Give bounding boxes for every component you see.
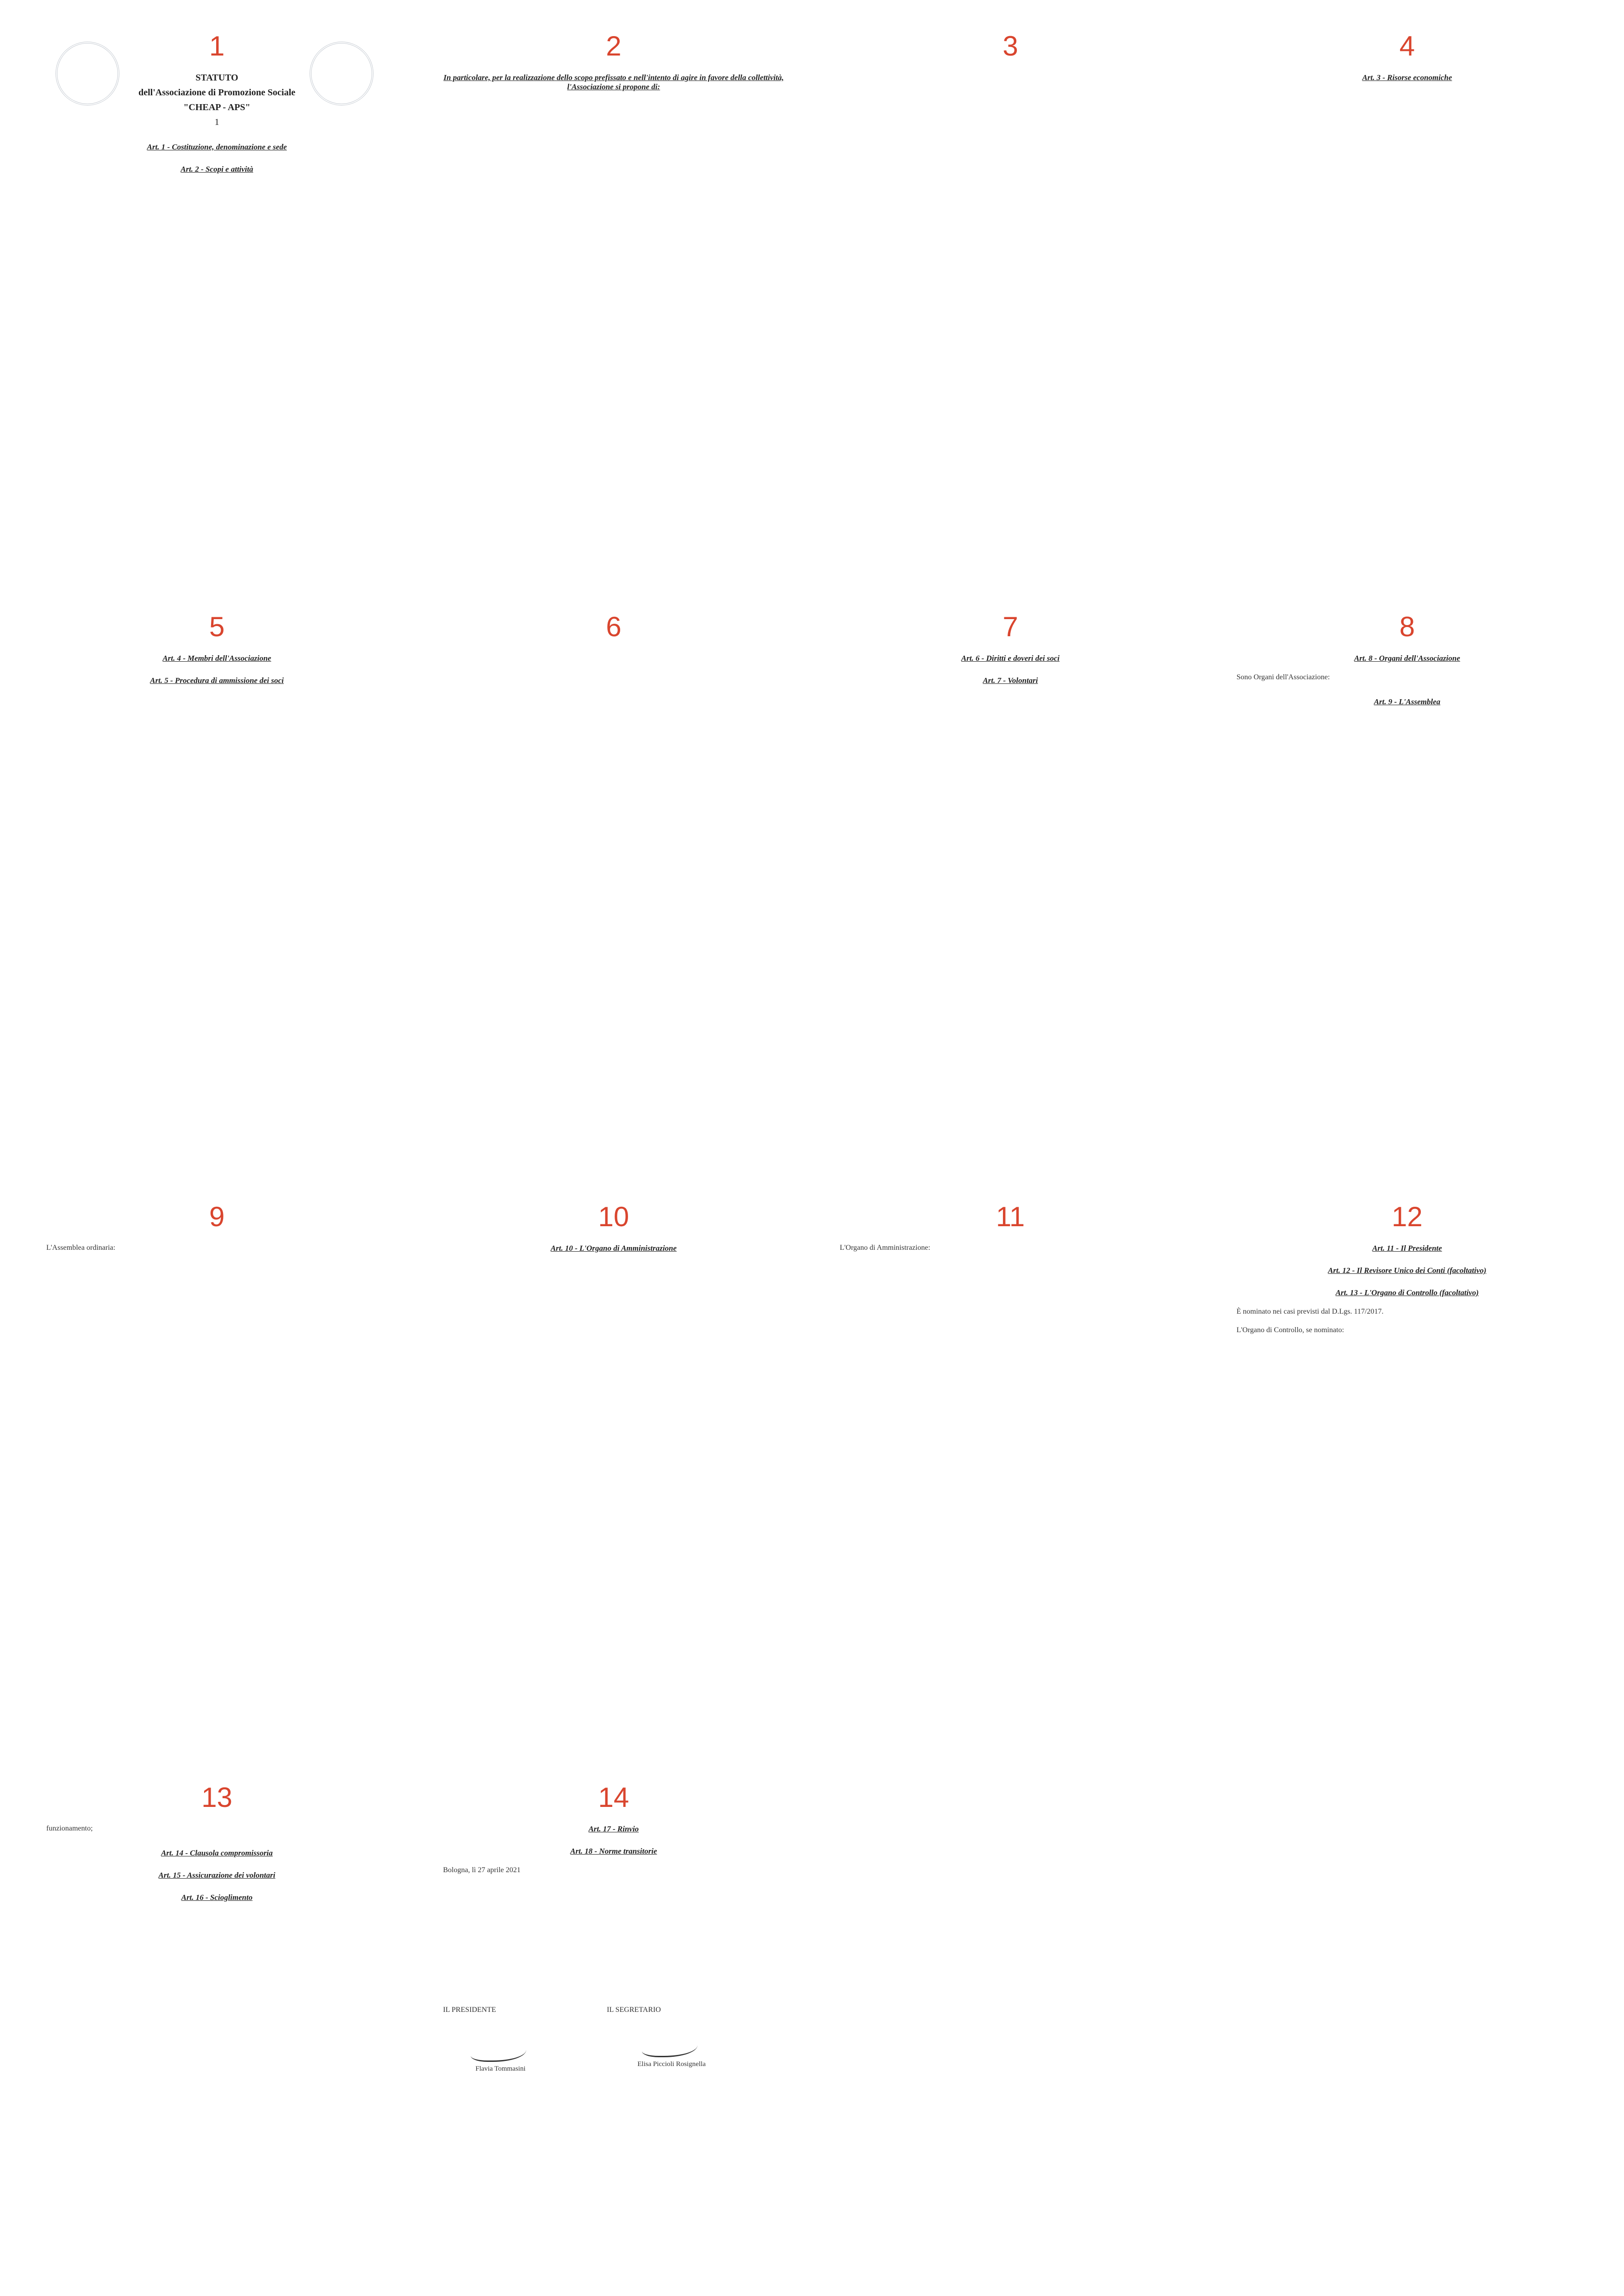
secretary-name: Elisa Piccioli Rosignella	[637, 2060, 706, 2068]
article-title: Art. 13 - L'Organo di Controllo (facoltativo)	[1335, 1288, 1479, 1297]
page-number: 7	[1002, 611, 1018, 642]
statute-heading: 1	[214, 117, 219, 127]
document-page	[415, 14, 812, 595]
document-page	[19, 595, 415, 1185]
paragraph: L'Organo di Controllo, se nominato:	[1236, 1326, 1344, 1334]
page-number: 2	[606, 31, 622, 62]
article-title: Art. 18 - Norme transitorie	[570, 1847, 657, 1855]
page-number: 3	[1002, 31, 1018, 62]
document-page	[415, 1185, 812, 1765]
statute-heading: "CHEAP - APS"	[183, 102, 250, 112]
seal-stamp	[310, 42, 373, 105]
page-number: 6	[606, 611, 622, 642]
page-number: 14	[598, 1782, 629, 1813]
secretary-signature	[642, 2037, 697, 2057]
article-title: Art. 2 - Scopi e attività	[180, 165, 254, 174]
article-title: Art. 16 - Scioglimento	[181, 1893, 253, 1902]
signature-block	[443, 2006, 784, 2073]
article-title: Art. 17 - Rinvio	[588, 1824, 639, 1833]
document-page	[19, 1765, 415, 2281]
article-title: Art. 4 - Membri dell'Associazione	[162, 654, 271, 663]
page-number: 8	[1399, 611, 1415, 642]
page-number: 1	[209, 31, 225, 62]
article-title: Art. 14 - Clausola compromissoria	[161, 1848, 273, 1857]
president-name: Flavia Tommasini	[475, 2065, 526, 2073]
document-page	[812, 595, 1209, 1185]
secretary-label: IL SEGRETARIO	[607, 2006, 661, 2014]
president-label: IL PRESIDENTE	[443, 2006, 496, 2014]
paragraph: funzionamento;	[46, 1824, 93, 1832]
statute-heading: STATUTO	[195, 73, 238, 83]
page-number: 12	[1392, 1201, 1423, 1232]
paragraph: Bologna, lì 27 aprile 2021	[443, 1866, 521, 1874]
paragraph: L'Organo di Amministrazione:	[840, 1244, 930, 1252]
document-page	[415, 595, 812, 1185]
page-number: 4	[1399, 31, 1415, 62]
document-page	[415, 1765, 812, 2281]
page-number: 9	[209, 1201, 225, 1232]
article-title: Art. 10 - L'Organo di Amministrazione	[550, 1244, 677, 1253]
article-title: Art. 1 - Costituzione, denominazione e sede	[147, 143, 287, 151]
document-page	[19, 1185, 415, 1765]
document-page	[812, 14, 1209, 595]
document-page-grid	[19, 14, 1605, 2281]
document-page	[1209, 595, 1605, 1185]
statute-heading: dell'Associazione di Promozione Sociale	[138, 87, 296, 98]
document-page	[1209, 14, 1605, 595]
document-page	[812, 1185, 1209, 1765]
paragraph: È nominato nei casi previsti dal D.Lgs. 117/2017.	[1236, 1308, 1384, 1316]
article-title: Art. 8 - Organi dell'Associazione	[1354, 654, 1460, 663]
paragraph: Sono Organi dell'Associazione:	[1236, 673, 1330, 681]
paragraph: L'Assemblea ordinaria:	[46, 1244, 116, 1252]
article-title: Art. 9 - L'Assemblea	[1374, 697, 1441, 706]
article-title: Art. 11 - Il Presidente	[1372, 1244, 1442, 1253]
president-signature	[471, 2042, 526, 2062]
article-title: Art. 15 - Assicurazione dei volontari	[158, 1870, 275, 1880]
article-title: Art. 12 - Il Revisore Unico dei Conti (facoltativo)	[1328, 1266, 1487, 1275]
article-title: Art. 7 - Volontari	[983, 676, 1038, 685]
page-number: 13	[201, 1782, 232, 1813]
article-title: Art. 3 - Risorse economiche	[1362, 73, 1452, 82]
article-title: Art. 5 - Procedura di ammissione dei soci	[150, 676, 284, 685]
article-title: In particolare, per la realizzazione dello scopo prefissato e nell'intento di agire in favore della collettività, l'Associazione si propone di:	[443, 73, 784, 91]
article-title: Art. 6 - Diritti e doveri dei soci	[961, 654, 1060, 663]
document-page	[19, 14, 415, 595]
page-number: 11	[996, 1201, 1025, 1232]
signature-row	[443, 2047, 784, 2073]
seal-stamp	[56, 42, 119, 105]
document-page	[1209, 1185, 1605, 1765]
page-number: 10	[598, 1201, 629, 1232]
page-number: 5	[209, 611, 225, 642]
